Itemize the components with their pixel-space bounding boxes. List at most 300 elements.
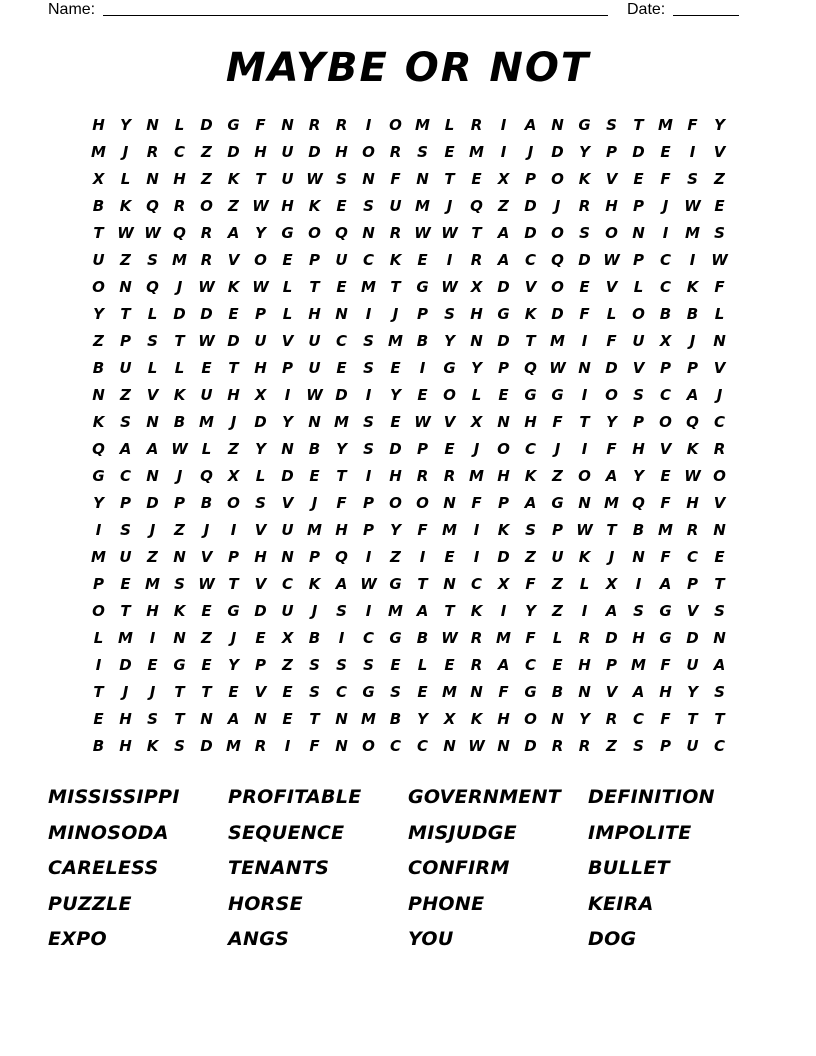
grid-letter[interactable]: T — [444, 602, 455, 620]
grid-letter[interactable]: O — [92, 602, 105, 620]
grid-letter[interactable]: E — [93, 710, 104, 728]
date-blank-line[interactable] — [673, 15, 739, 16]
grid-letter[interactable]: N — [578, 494, 591, 512]
grid-letter[interactable]: U — [335, 251, 348, 269]
grid-letter[interactable]: L — [282, 305, 293, 323]
grid-letter[interactable]: S — [606, 116, 617, 134]
grid-letter[interactable]: W — [468, 737, 485, 755]
grid-letter[interactable]: L — [552, 629, 563, 647]
grid-letter[interactable]: D — [119, 656, 132, 674]
grid-letter[interactable]: E — [282, 683, 293, 701]
grid-letter[interactable]: S — [633, 737, 644, 755]
grid-letter[interactable]: R — [443, 467, 456, 485]
grid-letter[interactable]: R — [713, 440, 726, 458]
grid-letter[interactable]: S — [120, 521, 131, 539]
grid-letter[interactable]: K — [389, 251, 402, 269]
grid-letter[interactable]: Z — [201, 629, 212, 647]
grid-letter[interactable]: B — [92, 737, 105, 755]
grid-letter[interactable]: H — [254, 143, 267, 161]
grid-letter[interactable]: K — [686, 278, 699, 296]
grid-letter[interactable]: K — [308, 197, 321, 215]
grid-letter[interactable]: S — [309, 656, 320, 674]
grid-letter[interactable]: I — [365, 386, 372, 404]
grid-letter[interactable]: G — [281, 224, 294, 242]
grid-letter[interactable]: M — [361, 278, 376, 296]
grid-letter[interactable]: N — [713, 521, 726, 539]
grid-letter[interactable]: N — [362, 224, 375, 242]
grid-letter[interactable]: T — [336, 467, 347, 485]
grid-letter[interactable]: M — [172, 251, 187, 269]
grid-letter[interactable]: H — [389, 467, 402, 485]
grid-letter[interactable]: U — [119, 359, 132, 377]
grid-letter[interactable]: X — [659, 332, 672, 350]
grid-letter[interactable]: D — [578, 251, 591, 269]
grid-letter[interactable]: D — [308, 143, 321, 161]
grid-letter[interactable]: P — [687, 575, 698, 593]
grid-letter[interactable]: C — [389, 737, 401, 755]
grid-letter[interactable]: W — [711, 251, 728, 269]
grid-letter[interactable]: T — [174, 683, 185, 701]
grid-letter[interactable]: G — [551, 386, 564, 404]
grid-letter[interactable]: F — [606, 440, 617, 458]
grid-letter[interactable]: W — [576, 521, 593, 539]
grid-letter[interactable]: C — [713, 737, 725, 755]
grid-letter[interactable]: Y — [579, 710, 590, 728]
grid-letter[interactable]: C — [659, 278, 671, 296]
grid-letter[interactable]: W — [549, 359, 566, 377]
grid-letter[interactable]: P — [120, 332, 131, 350]
grid-letter[interactable]: N — [335, 710, 348, 728]
grid-letter[interactable]: O — [200, 197, 213, 215]
grid-letter[interactable]: J — [446, 197, 453, 215]
grid-letter[interactable]: W — [144, 224, 161, 242]
grid-letter[interactable]: H — [227, 386, 240, 404]
grid-letter[interactable]: E — [390, 413, 401, 431]
grid-letter[interactable]: V — [200, 548, 213, 566]
grid-letter[interactable]: N — [281, 548, 294, 566]
grid-letter[interactable]: T — [228, 575, 239, 593]
grid-letter[interactable]: O — [524, 710, 537, 728]
grid-letter[interactable]: X — [443, 710, 456, 728]
grid-letter[interactable]: V — [443, 413, 456, 431]
grid-letter[interactable]: M — [631, 656, 646, 674]
grid-letter[interactable]: H — [335, 143, 348, 161]
grid-letter[interactable]: M — [442, 683, 457, 701]
grid-letter[interactable]: Z — [552, 602, 563, 620]
grid-letter[interactable]: X — [254, 386, 267, 404]
grid-letter[interactable]: S — [363, 197, 374, 215]
grid-letter[interactable]: L — [147, 305, 158, 323]
grid-letter[interactable]: M — [415, 116, 430, 134]
grid-letter[interactable]: D — [497, 332, 510, 350]
grid-letter[interactable]: J — [473, 440, 480, 458]
grid-letter[interactable]: B — [308, 440, 321, 458]
grid-letter[interactable]: H — [335, 521, 348, 539]
grid-letter[interactable]: S — [390, 683, 401, 701]
grid-letter[interactable]: I — [284, 737, 291, 755]
grid-letter[interactable]: T — [417, 575, 428, 593]
grid-letter[interactable]: H — [497, 710, 510, 728]
grid-letter[interactable]: Q — [524, 359, 537, 377]
grid-letter[interactable]: A — [605, 602, 618, 620]
grid-letter[interactable]: C — [524, 251, 536, 269]
grid-letter[interactable]: G — [362, 683, 375, 701]
grid-letter[interactable]: I — [473, 548, 480, 566]
grid-letter[interactable]: I — [365, 116, 372, 134]
grid-letter[interactable]: P — [309, 548, 320, 566]
grid-letter[interactable]: R — [308, 116, 321, 134]
grid-letter[interactable]: S — [336, 602, 347, 620]
grid-letter[interactable]: D — [605, 359, 618, 377]
grid-letter[interactable]: J — [608, 548, 615, 566]
grid-letter[interactable]: H — [92, 116, 105, 134]
grid-letter[interactable]: O — [551, 224, 564, 242]
grid-letter[interactable]: R — [470, 116, 483, 134]
grid-letter[interactable]: A — [416, 602, 429, 620]
grid-letter[interactable]: U — [281, 143, 294, 161]
grid-letter[interactable]: Q — [686, 413, 699, 431]
grid-letter[interactable]: D — [524, 197, 537, 215]
grid-letter[interactable]: W — [117, 224, 134, 242]
grid-letter[interactable]: H — [470, 305, 483, 323]
grid-letter[interactable]: K — [146, 737, 159, 755]
grid-letter[interactable]: G — [578, 116, 591, 134]
grid-letter[interactable]: E — [282, 251, 293, 269]
grid-letter[interactable]: H — [146, 602, 159, 620]
grid-letter[interactable]: F — [660, 548, 671, 566]
grid-letter[interactable]: D — [335, 386, 348, 404]
grid-letter[interactable]: P — [363, 521, 374, 539]
grid-letter[interactable]: P — [282, 359, 293, 377]
grid-letter[interactable]: B — [416, 332, 429, 350]
grid-letter[interactable]: R — [200, 251, 213, 269]
grid-letter[interactable]: Q — [335, 548, 348, 566]
grid-letter[interactable]: V — [713, 494, 726, 512]
grid-letter[interactable]: M — [550, 332, 565, 350]
grid-letter[interactable]: N — [416, 170, 429, 188]
grid-letter[interactable]: O — [551, 170, 564, 188]
grid-letter[interactable]: E — [417, 386, 428, 404]
grid-letter[interactable]: K — [92, 413, 105, 431]
grid-letter[interactable]: D — [497, 278, 510, 296]
grid-letter[interactable]: V — [713, 143, 726, 161]
grid-letter[interactable]: M — [361, 710, 376, 728]
grid-letter[interactable]: Z — [282, 656, 293, 674]
grid-letter[interactable]: M — [199, 413, 214, 431]
grid-letter[interactable]: N — [308, 413, 321, 431]
grid-letter[interactable]: W — [306, 386, 323, 404]
grid-letter[interactable]: U — [308, 332, 321, 350]
grid-letter[interactable]: L — [174, 359, 185, 377]
grid-letter[interactable]: Z — [93, 332, 104, 350]
grid-letter[interactable]: F — [390, 170, 401, 188]
grid-letter[interactable]: Y — [93, 494, 104, 512]
grid-letter[interactable]: V — [254, 575, 267, 593]
grid-letter[interactable]: C — [362, 629, 374, 647]
grid-letter[interactable]: N — [362, 170, 375, 188]
grid-letter[interactable]: V — [686, 602, 699, 620]
grid-letter[interactable]: S — [255, 494, 266, 512]
grid-letter[interactable]: M — [442, 521, 457, 539]
grid-letter[interactable]: J — [311, 602, 318, 620]
grid-letter[interactable]: S — [147, 251, 158, 269]
grid-letter[interactable]: K — [686, 440, 699, 458]
grid-letter[interactable]: R — [470, 629, 483, 647]
grid-letter[interactable]: I — [365, 548, 372, 566]
grid-letter[interactable]: P — [660, 737, 671, 755]
grid-letter[interactable]: H — [119, 737, 132, 755]
grid-letter[interactable]: E — [201, 359, 212, 377]
grid-letter[interactable]: V — [146, 386, 159, 404]
grid-letter[interactable]: D — [173, 305, 186, 323]
grid-letter[interactable]: B — [308, 629, 321, 647]
grid-letter[interactable]: U — [281, 170, 294, 188]
grid-letter[interactable]: G — [227, 116, 240, 134]
grid-letter[interactable]: H — [254, 548, 267, 566]
grid-letter[interactable]: N — [335, 737, 348, 755]
grid-letter[interactable]: R — [416, 467, 429, 485]
grid-letter[interactable]: T — [444, 170, 455, 188]
grid-letter[interactable]: Y — [525, 602, 536, 620]
grid-letter[interactable]: W — [198, 575, 215, 593]
grid-letter[interactable]: O — [389, 116, 402, 134]
grid-letter[interactable]: H — [605, 197, 618, 215]
grid-letter[interactable]: J — [392, 305, 399, 323]
grid-letter[interactable]: C — [524, 440, 536, 458]
grid-letter[interactable]: Y — [417, 710, 428, 728]
grid-letter[interactable]: C — [362, 251, 374, 269]
grid-letter[interactable]: S — [363, 359, 374, 377]
grid-letter[interactable]: L — [120, 170, 131, 188]
grid-letter[interactable]: Z — [120, 386, 131, 404]
grid-letter[interactable]: S — [147, 710, 158, 728]
grid-letter[interactable]: N — [470, 683, 483, 701]
grid-letter[interactable]: E — [444, 548, 455, 566]
grid-letter[interactable]: L — [633, 278, 644, 296]
grid-letter[interactable]: V — [659, 440, 672, 458]
grid-letter[interactable]: Z — [147, 548, 158, 566]
grid-letter[interactable]: N — [146, 170, 159, 188]
grid-letter[interactable]: O — [416, 494, 429, 512]
grid-letter[interactable]: P — [93, 575, 104, 593]
grid-letter[interactable]: V — [254, 683, 267, 701]
grid-letter[interactable]: N — [119, 278, 132, 296]
grid-letter[interactable]: W — [441, 629, 458, 647]
grid-letter[interactable]: S — [174, 737, 185, 755]
grid-letter[interactable]: W — [360, 575, 377, 593]
grid-letter[interactable]: K — [524, 305, 537, 323]
grid-letter[interactable]: K — [497, 521, 510, 539]
grid-letter[interactable]: O — [227, 494, 240, 512]
grid-letter[interactable]: K — [578, 548, 591, 566]
grid-letter[interactable]: F — [606, 332, 617, 350]
grid-letter[interactable]: M — [658, 116, 673, 134]
grid-letter[interactable]: F — [255, 116, 266, 134]
grid-letter[interactable]: P — [525, 170, 536, 188]
grid-letter[interactable]: S — [147, 332, 158, 350]
grid-letter[interactable]: E — [660, 143, 671, 161]
grid-letter[interactable]: F — [660, 656, 671, 674]
grid-letter[interactable]: S — [336, 170, 347, 188]
grid-letter[interactable]: E — [336, 278, 347, 296]
grid-letter[interactable]: B — [200, 494, 213, 512]
grid-letter[interactable]: O — [254, 251, 267, 269]
grid-letter[interactable]: I — [581, 332, 588, 350]
grid-letter[interactable]: U — [632, 332, 645, 350]
grid-letter[interactable]: A — [497, 656, 510, 674]
grid-letter[interactable]: R — [173, 197, 186, 215]
grid-letter[interactable]: C — [686, 548, 698, 566]
grid-letter[interactable]: C — [632, 710, 644, 728]
grid-letter[interactable]: D — [551, 305, 564, 323]
grid-letter[interactable]: O — [362, 737, 375, 755]
grid-letter[interactable]: O — [632, 305, 645, 323]
grid-letter[interactable]: J — [149, 521, 156, 539]
grid-letter[interactable]: R — [470, 251, 483, 269]
grid-letter[interactable]: N — [335, 305, 348, 323]
grid-letter[interactable]: R — [146, 143, 159, 161]
grid-letter[interactable]: W — [252, 278, 269, 296]
grid-letter[interactable]: Q — [335, 224, 348, 242]
grid-letter[interactable]: E — [120, 575, 131, 593]
grid-letter[interactable]: N — [443, 737, 456, 755]
grid-letter[interactable]: K — [470, 710, 483, 728]
grid-letter[interactable]: M — [334, 413, 349, 431]
grid-letter[interactable]: I — [473, 521, 480, 539]
grid-letter[interactable]: L — [471, 386, 482, 404]
grid-letter[interactable]: N — [92, 386, 105, 404]
grid-letter[interactable]: E — [714, 197, 725, 215]
grid-letter[interactable]: Q — [146, 278, 159, 296]
grid-letter[interactable]: B — [389, 710, 402, 728]
grid-letter[interactable]: E — [390, 656, 401, 674]
grid-letter[interactable]: V — [713, 359, 726, 377]
grid-letter[interactable]: J — [176, 278, 183, 296]
grid-letter[interactable]: N — [632, 224, 645, 242]
grid-letter[interactable]: D — [254, 413, 267, 431]
grid-letter[interactable]: Y — [255, 440, 266, 458]
grid-letter[interactable]: J — [230, 413, 237, 431]
grid-letter[interactable]: E — [498, 386, 509, 404]
grid-letter[interactable]: Q — [470, 197, 483, 215]
grid-letter[interactable]: C — [524, 656, 536, 674]
grid-letter[interactable]: E — [282, 710, 293, 728]
grid-letter[interactable]: H — [659, 683, 672, 701]
grid-letter[interactable]: R — [578, 737, 591, 755]
grid-letter[interactable]: N — [254, 710, 267, 728]
grid-letter[interactable]: W — [441, 224, 458, 242]
grid-letter[interactable]: G — [659, 629, 672, 647]
grid-letter[interactable]: S — [714, 224, 725, 242]
grid-letter[interactable]: A — [524, 494, 537, 512]
grid-letter[interactable]: T — [120, 602, 131, 620]
grid-letter[interactable]: S — [363, 440, 374, 458]
grid-letter[interactable]: Q — [551, 251, 564, 269]
grid-letter[interactable]: R — [389, 224, 402, 242]
grid-letter[interactable]: Q — [146, 197, 159, 215]
grid-letter[interactable]: N — [173, 629, 186, 647]
grid-letter[interactable]: I — [689, 251, 696, 269]
grid-letter[interactable]: Q — [632, 494, 645, 512]
grid-letter[interactable]: W — [414, 224, 431, 242]
grid-letter[interactable]: F — [417, 521, 428, 539]
grid-letter[interactable]: H — [308, 305, 321, 323]
grid-letter[interactable]: R — [470, 656, 483, 674]
grid-letter[interactable]: E — [444, 143, 455, 161]
grid-letter[interactable]: E — [444, 440, 455, 458]
grid-letter[interactable]: R — [686, 521, 699, 539]
grid-letter[interactable]: O — [659, 413, 672, 431]
grid-letter[interactable]: F — [498, 683, 509, 701]
grid-letter[interactable]: J — [176, 467, 183, 485]
grid-letter[interactable]: P — [120, 494, 131, 512]
grid-letter[interactable]: X — [605, 575, 618, 593]
grid-letter[interactable]: W — [198, 278, 215, 296]
grid-letter[interactable]: P — [309, 251, 320, 269]
grid-letter[interactable]: X — [497, 170, 510, 188]
grid-letter[interactable]: Z — [201, 170, 212, 188]
grid-letter[interactable]: E — [417, 251, 428, 269]
grid-letter[interactable]: S — [714, 683, 725, 701]
grid-letter[interactable]: W — [414, 413, 431, 431]
grid-letter[interactable]: B — [551, 683, 564, 701]
grid-letter[interactable]: F — [525, 575, 536, 593]
grid-letter[interactable]: I — [95, 656, 102, 674]
grid-letter[interactable]: X — [227, 467, 240, 485]
grid-letter[interactable]: N — [497, 737, 510, 755]
grid-letter[interactable]: N — [173, 548, 186, 566]
grid-letter[interactable]: W — [306, 170, 323, 188]
grid-letter[interactable]: N — [578, 359, 591, 377]
grid-letter[interactable]: Y — [390, 386, 401, 404]
grid-letter[interactable]: E — [471, 170, 482, 188]
grid-letter[interactable]: U — [119, 548, 132, 566]
grid-letter[interactable]: A — [659, 575, 672, 593]
grid-letter[interactable]: E — [255, 629, 266, 647]
grid-letter[interactable]: N — [470, 332, 483, 350]
grid-letter[interactable]: R — [335, 116, 348, 134]
grid-letter[interactable]: Y — [471, 359, 482, 377]
grid-letter[interactable]: I — [662, 224, 669, 242]
grid-letter[interactable]: T — [93, 224, 104, 242]
grid-letter[interactable]: Y — [93, 305, 104, 323]
grid-letter[interactable]: X — [92, 170, 105, 188]
grid-letter[interactable]: F — [660, 170, 671, 188]
grid-letter[interactable]: A — [497, 224, 510, 242]
grid-letter[interactable]: I — [689, 143, 696, 161]
grid-letter[interactable]: I — [149, 629, 156, 647]
grid-letter[interactable]: E — [417, 683, 428, 701]
grid-letter[interactable]: E — [147, 656, 158, 674]
grid-letter[interactable]: H — [254, 359, 267, 377]
grid-letter[interactable]: Z — [714, 170, 725, 188]
grid-letter[interactable]: S — [417, 143, 428, 161]
grid-letter[interactable]: S — [174, 575, 185, 593]
grid-letter[interactable]: O — [605, 224, 618, 242]
grid-letter[interactable]: U — [308, 359, 321, 377]
grid-letter[interactable]: I — [500, 143, 507, 161]
grid-letter[interactable]: J — [203, 521, 210, 539]
grid-letter[interactable]: Z — [552, 575, 563, 593]
grid-letter[interactable]: C — [173, 143, 185, 161]
grid-letter[interactable]: J — [662, 197, 669, 215]
grid-letter[interactable]: D — [605, 629, 618, 647]
grid-letter[interactable]: Y — [120, 116, 131, 134]
grid-letter[interactable]: J — [230, 629, 237, 647]
grid-letter[interactable]: U — [389, 197, 402, 215]
grid-letter[interactable]: U — [686, 656, 699, 674]
grid-letter[interactable]: G — [524, 386, 537, 404]
